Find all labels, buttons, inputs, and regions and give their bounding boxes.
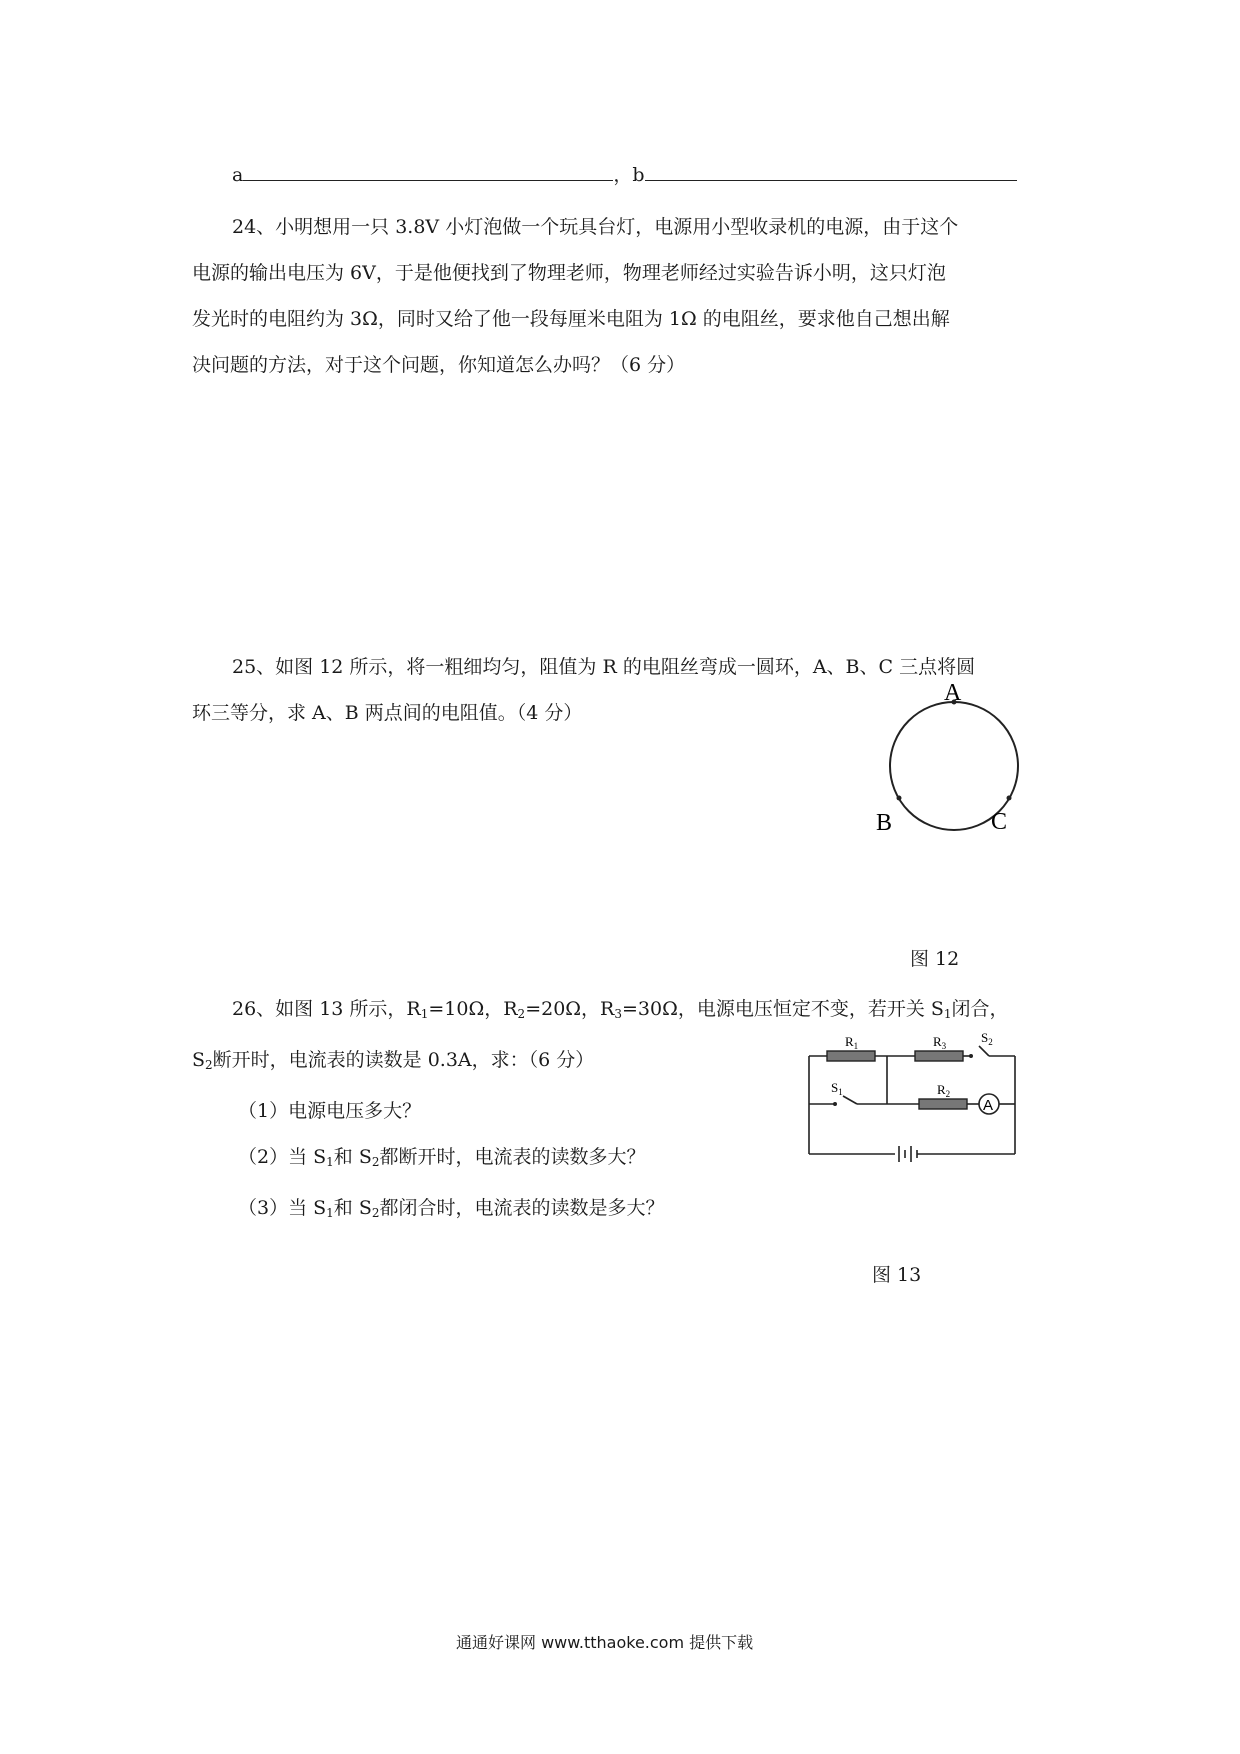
point-a-label: A xyxy=(944,680,962,706)
q26-l1-sub-3: 3 xyxy=(614,1007,622,1021)
q26-l1-text-2: =10Ω，R xyxy=(428,998,518,1020)
ammeter-label: A xyxy=(983,1097,994,1114)
q26-sq3-text-3: 都闭合时，电流表的读数是多大？ xyxy=(379,1197,665,1219)
question-25 xyxy=(192,644,975,736)
s2-label: $S_2$ xyxy=(981,1030,993,1047)
blank-a xyxy=(243,158,613,181)
q26-l1-text-5: 闭合， xyxy=(951,998,1009,1020)
q26-sq3-sub-2: 2 xyxy=(371,1206,380,1220)
q26-l1-text-4: =30Ω，电源电压恒定不变，若开关 S xyxy=(621,998,944,1020)
q26-l2-sub-1: 2 xyxy=(205,1058,213,1072)
q26-l1-sub-4: 1 xyxy=(943,1007,952,1021)
q26-sq2-text-3: 都断开时，电流表的读数多大？ xyxy=(379,1146,646,1168)
q23-answer-line xyxy=(232,152,1017,198)
q26-l1-text-3: =20Ω，R xyxy=(525,998,615,1020)
r3-label: $R_3$ xyxy=(933,1034,947,1051)
point-b-label: B xyxy=(876,810,893,836)
switch-s1-contact xyxy=(833,1102,837,1106)
q26-l1-sub-2: 2 xyxy=(517,1007,526,1021)
figure-13-circuit xyxy=(795,1022,1030,1172)
q26-sq3-text-2: 和 S xyxy=(333,1197,372,1219)
q26-l2-text-2: 断开时，电流表的读数是 0.3A，求：（6 分） xyxy=(212,1049,595,1071)
q24-line-2: 电源的输出电压为 6V，于是他便找到了物理老师，物理老师经过实验告诉小明，这只灯泡 xyxy=(192,262,946,284)
q25-line-2: 环三等分，求 A、B 两点间的电阻值。（4 分） xyxy=(192,702,583,724)
point-b-dot xyxy=(897,796,902,801)
resistor-r2 xyxy=(919,1099,967,1109)
switch-s2-contact xyxy=(969,1054,973,1058)
q24-line-3: 发光时的电阻约为 3Ω，同时又给了他一段每厘米电阻为 1Ω 的电阻丝，要求他自己想出解 xyxy=(192,308,950,330)
r1-label: $R_1$ xyxy=(845,1034,859,1051)
q24-line-4: 决问题的方法，对于这个问题，你知道怎么办吗？（6 分） xyxy=(192,354,686,376)
q26-l1-text-1: 26、如图 13 所示，R xyxy=(232,998,421,1020)
blank-b xyxy=(645,158,1017,181)
q26-sq2-text-1: （2）当 S xyxy=(238,1146,327,1168)
q26-sq3-sub-1: 1 xyxy=(326,1206,334,1220)
s1-label: $S_1$ xyxy=(831,1080,843,1097)
resistor-r1 xyxy=(827,1051,875,1061)
blank-separator: ， xyxy=(613,164,633,186)
q26-l2-text-1: S xyxy=(192,1049,206,1071)
point-c-dot xyxy=(1007,796,1012,801)
figure-12-ring xyxy=(860,680,1030,860)
blank-a-label: a xyxy=(232,164,244,186)
q26-sq2-sub-2: 2 xyxy=(371,1155,380,1169)
q26-l1-sub-1: 1 xyxy=(420,1007,429,1021)
figure-13-caption: 图 13 xyxy=(872,1264,922,1286)
point-c-label: C xyxy=(991,809,1008,835)
q26-sq2-text-2: 和 S xyxy=(333,1146,372,1168)
question-24 xyxy=(192,204,958,388)
q26-sub-question-3 xyxy=(192,1185,1009,1236)
r2-label: $R_2$ xyxy=(937,1082,951,1099)
q26-sq3-text-1: （3）当 S xyxy=(238,1197,327,1219)
figure-12-caption: 图 12 xyxy=(910,948,960,970)
q25-line-1: 25、如图 12 所示，将一粗细均匀，阻值为 R 的电阻丝弯成一圆环，A、B、C 三点将圆 xyxy=(232,656,976,678)
page-footer: 通通好课网 www.tthaoke.com 提供下载 xyxy=(456,1633,754,1652)
q24-line-1: 24、小明想用一只 3.8V 小灯泡做一个玩具台灯，电源用小型收录机的电源，由于这个 xyxy=(232,216,959,238)
q26-sub-question-1: （1）电源电压多大？ xyxy=(238,1100,422,1122)
resistor-r3 xyxy=(915,1051,963,1061)
q26-sq2-sub-1: 1 xyxy=(326,1155,334,1169)
blank-b-label: b xyxy=(632,164,645,186)
